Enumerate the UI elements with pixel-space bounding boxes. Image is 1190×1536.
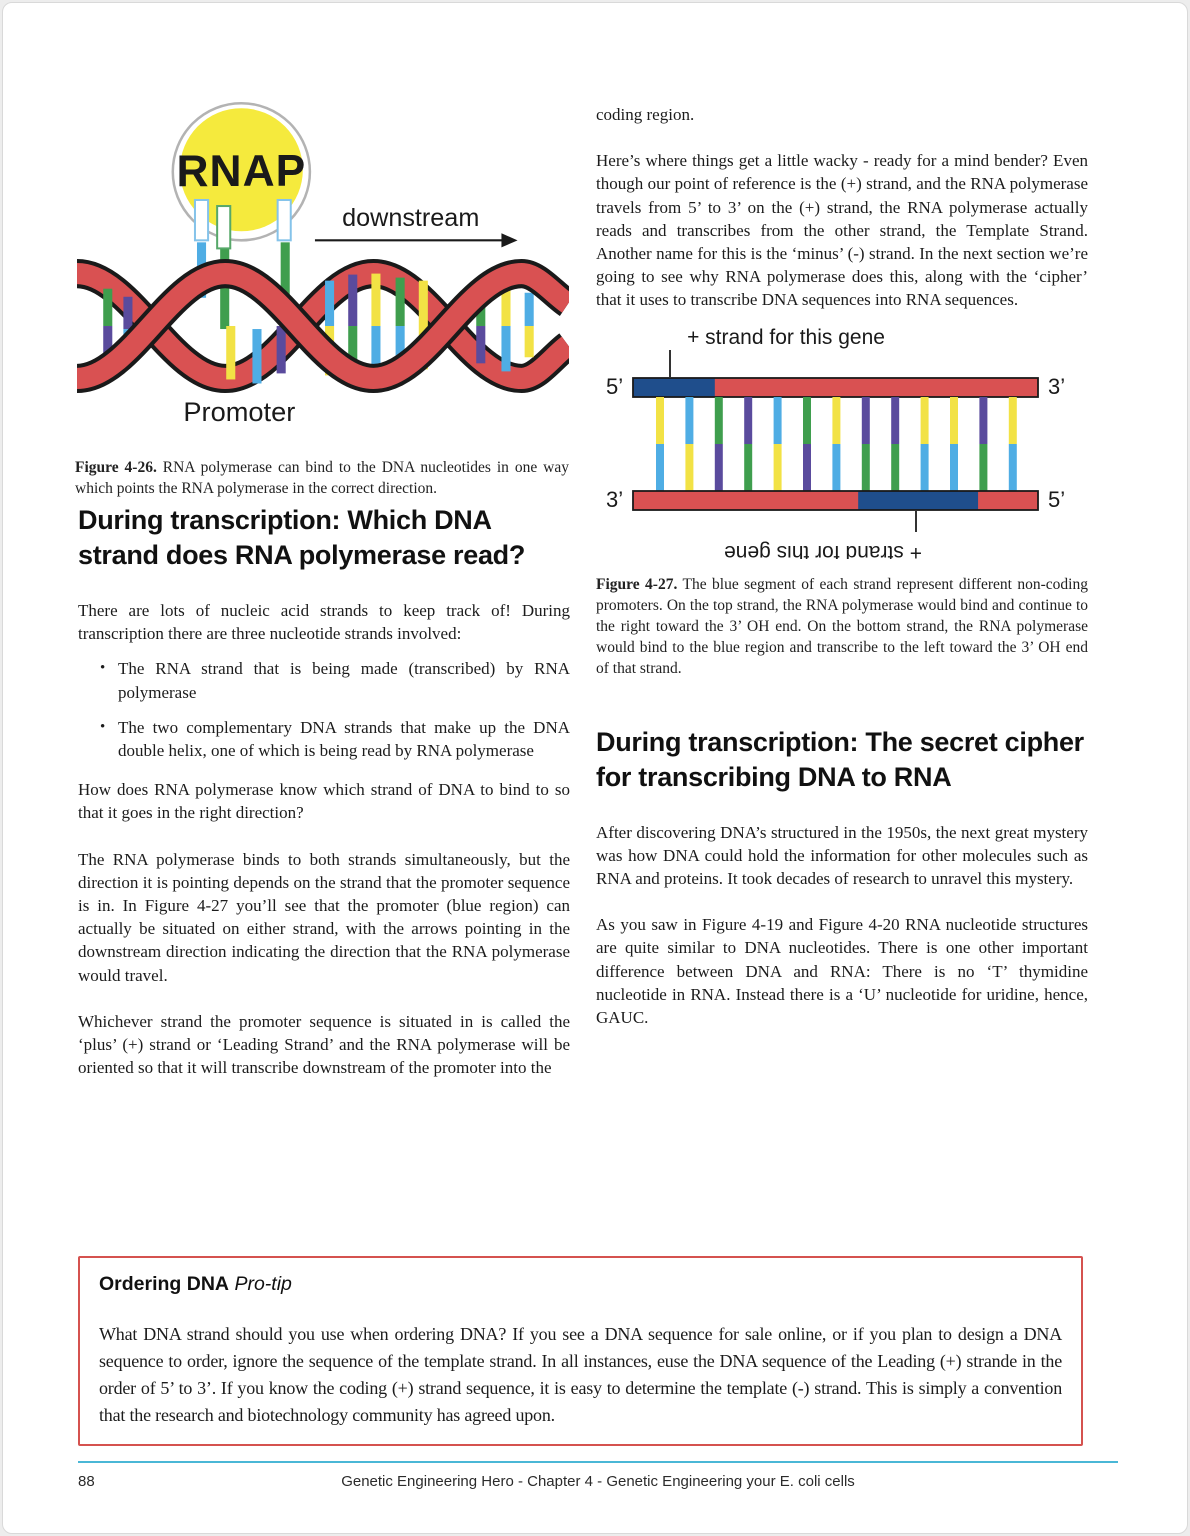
nucleotide-bar xyxy=(277,326,286,373)
bottom-strand-5-prime: 5’ xyxy=(1048,486,1066,512)
nucleotide-bar xyxy=(656,397,664,444)
nucleotide-bar xyxy=(501,326,510,371)
nucleotide-bar xyxy=(921,444,929,491)
nucleotide-bar xyxy=(862,397,870,444)
footer-separator-line xyxy=(78,1461,1118,1463)
nucleotide-bar xyxy=(226,326,235,379)
protip-title-italic: Pro-tip xyxy=(234,1273,292,1295)
rnap-label: RNAP xyxy=(176,146,307,196)
nucleotide-bar xyxy=(979,444,987,491)
section-heading-secret-cipher: During transcription: The secret cipher for transcribing DNA to RNA xyxy=(596,726,1084,792)
rnap-tooth-middle xyxy=(217,206,230,248)
paragraph: As you saw in Figure 4-19 and Figure 4-20 RNA nucleotide structures are quite similar to DNA nucleotides. There is one other important difference between DNA and RNA: There is no ‘T’ thymidine nucleotide in RNA. Instead there is a ‘U’ nucleotide for uridine, hence, GAUC. xyxy=(596,915,1088,1028)
nucleotide-bar xyxy=(103,289,112,326)
downstream-label: downstream xyxy=(342,204,480,233)
nucleotide-bar xyxy=(744,444,752,491)
nucleotide-bar xyxy=(396,278,405,326)
top-strand-promoter xyxy=(633,378,715,397)
paragraph: After discovering DNA’s structured in the 1950s, the next great mystery was how DNA could hold the information for other molecules such as RNA and proteins. It took decades of research to unravel this mystery. xyxy=(596,822,1088,889)
nucleotide-bar xyxy=(715,444,723,491)
bullet-item: • The RNA strand that is being made (transcribed) by RNA polymerase xyxy=(78,657,570,703)
nucleotide-bar xyxy=(371,274,380,326)
nucleotide-bar xyxy=(525,293,534,326)
nucleotide-bar xyxy=(123,297,132,329)
nucleotide-bar xyxy=(685,397,693,444)
downstream-arrow-head xyxy=(501,233,517,247)
rnap-tooth-left xyxy=(195,200,208,240)
paragraph: The RNA polymerase binds to both strands simultaneously, but the direction it is pointing depends on the strand that the promoter sequence is in. In Figure 4-27 you’ll see that the promoter (blue region) can actually be situated on either strand, with the arrows pointing in the downstream direction indicating the direction that the RNA polymerase would travel. xyxy=(78,849,570,985)
figure-4-27-caption-number: Figure 4-27. xyxy=(596,575,678,593)
nucleotide-bar xyxy=(656,444,664,491)
nucleotide-bar xyxy=(525,326,534,357)
protip-title-bold: Ordering DNA xyxy=(99,1273,230,1295)
protip-body: What DNA strand should you use when ordering DNA? If you see a DNA sequence for sale online, or if you plan to design a DNA sequence to order, ignore the sequence of the template strand. In all instances, euse the DNA sequence of the Leading (+) strande in the order of 5’ to 3’. If you know the coding (+) strand sequence, it is easy to determine the template (-) strand. This is simply a convention that the research and biotechnology community has agreed upon. xyxy=(99,1324,1062,1425)
figure-4-27 xyxy=(596,324,1088,679)
book-page xyxy=(2,2,1188,1534)
nucleotide-bar xyxy=(950,397,958,444)
paragraph: There are lots of nucleic acid strands to keep track of! During transcription there are three nucleotide strands involved: xyxy=(78,601,570,644)
bullet-list xyxy=(78,657,570,762)
figure-4-26-caption xyxy=(75,457,569,499)
figure-4-26-caption-text: RNA polymerase can bind to the DNA nucleotides in one way which points the RNA polymerase in the correct direction. xyxy=(75,459,569,497)
top-strand-3-prime: 3’ xyxy=(1048,373,1066,399)
nucleotide-bar xyxy=(803,397,811,444)
figure-4-27-caption-text: The blue segment of each strand represent different non-coding promoters. On the top strand, the RNA polymerase would bind and continue to the right toward the 3’ OH end. On the bottom strand, the RNA polymerase would bind to the blue region and transcribe to the left toward the 3’ OH end of that strand. xyxy=(596,575,1088,677)
rnap-enzyme xyxy=(173,103,310,248)
nucleotide-bar xyxy=(803,444,811,491)
nucleotide-bar xyxy=(774,397,782,444)
figure-4-26-caption-number: Figure 4-26. xyxy=(75,459,157,476)
protip-title xyxy=(99,1273,1062,1296)
nucleotide-bar xyxy=(1009,444,1017,491)
nucleotide-bar xyxy=(715,397,723,444)
figure-4-26-illustration xyxy=(75,91,569,434)
nucleotide-bar xyxy=(348,275,357,326)
bottom-strand-promoter xyxy=(858,491,978,510)
plus-strand-top-label: + strand for this gene xyxy=(687,325,885,349)
footer-text: Genetic Engineering Hero - Chapter 4 - Genetic Engineering your E. coli cells xyxy=(341,1473,855,1490)
paragraph: Whichever strand the promoter sequence is situated in is called the ‘plus’ (+) strand or ‘Leading Strand’ and the RNA polymerase will be oriented so that it will transcribe downstream of the promoter into the xyxy=(78,1011,570,1078)
bottom-strand-3-prime: 3’ xyxy=(606,486,624,512)
figure-4-27-diagram xyxy=(596,324,1088,559)
nucleotide-bar xyxy=(633,378,715,397)
dna-helix xyxy=(77,242,568,383)
promoter-label: Promoter xyxy=(183,395,296,427)
left-text-column xyxy=(78,503,570,1102)
section-heading-which-strand: During transcription: Which DNA strand does RNA polymerase read? xyxy=(78,505,526,570)
page-footer xyxy=(78,1473,1118,1490)
nucleotide-bar xyxy=(476,326,485,363)
downstream-annotation xyxy=(315,204,518,247)
nucleotide-bar xyxy=(891,444,899,491)
paragraph: coding region. xyxy=(596,105,695,124)
figure-4-27-caption xyxy=(596,574,1088,679)
page-number: 88 xyxy=(78,1473,95,1490)
nucleotide-bar xyxy=(1009,397,1017,444)
rnap-tooth-right xyxy=(278,200,291,240)
bullet-item: • The two complementary DNA strands that make up the DNA double helix, one of which is being read by RNA polymerase xyxy=(78,716,570,762)
nucleotide-bar xyxy=(862,444,870,491)
paragraph: Here’s where things get a little wacky - ready for a mind bender? Even though our point of reference is the (+) strand, and the RNA polymerase travels from 5’ to 3’ on the (+) strand, the RNA polymerase actually reads and transcribes from the other strand, the Template Strand. Another name for this is the ‘minus’ (-) strand. In the next section we’re going to see why RNA polymerase does this, along with the ‘cipher’ that it uses to transcribe DNA sequences into RNA sequences. xyxy=(596,151,1088,310)
nucleotide-bar xyxy=(891,397,899,444)
top-strand-5-prime: 5’ xyxy=(606,373,624,399)
nucleotide-bar xyxy=(979,397,987,444)
nucleotide-bar xyxy=(744,397,752,444)
base-pair-bars xyxy=(656,397,1017,491)
paragraph: How does RNA polymerase know which strand of DNA to bind to so that it goes in the right direction? xyxy=(78,780,570,823)
figure-4-26 xyxy=(75,91,569,499)
nucleotide-bar xyxy=(921,397,929,444)
nucleotide-bar xyxy=(832,444,840,491)
plus-strand-bottom-label: + strand for this gene xyxy=(724,540,922,559)
plus-strand-bottom-label-group xyxy=(724,541,922,559)
nucleotide-bar xyxy=(325,281,334,326)
nucleotide-bar xyxy=(685,444,693,491)
nucleotide-bar xyxy=(774,444,782,491)
nucleotide-bar xyxy=(252,329,261,383)
right-text-column xyxy=(596,103,1088,1052)
nucleotide-bar xyxy=(858,491,978,510)
nucleotide-bar xyxy=(832,397,840,444)
ordering-dna-protip-box xyxy=(78,1256,1083,1446)
nucleotide-bar xyxy=(950,444,958,491)
